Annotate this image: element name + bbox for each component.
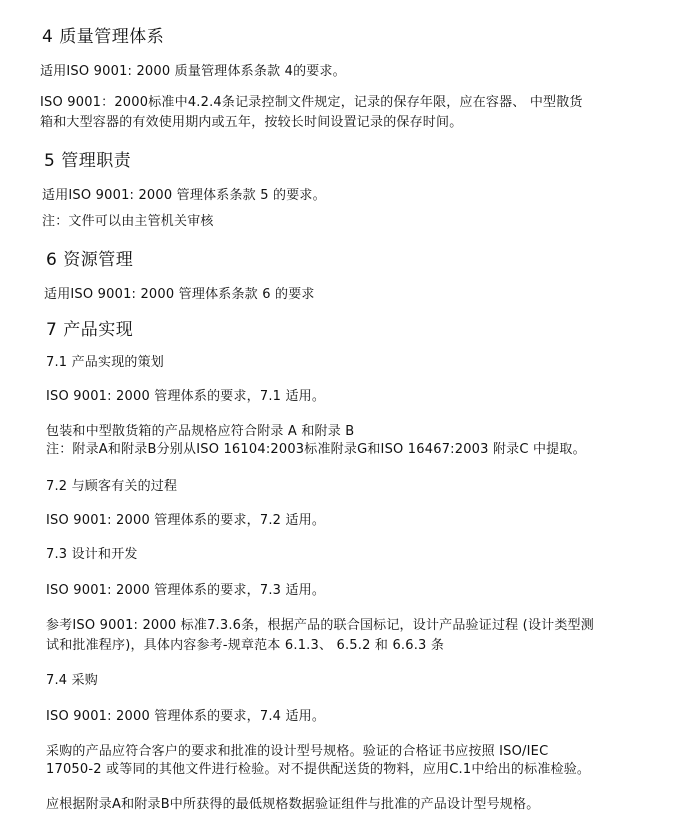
section-heading-4: 4 质量管理体系 [42,27,165,47]
section-heading-6: 6 资源管理 [46,250,134,270]
paragraph-line: 包装和中型散货箱的产品规格应符合附录 A 和附录 B [46,424,355,439]
note-line: 注：附录A和附录B分别从ISO 16104:2003标准附录G和ISO 16467:2003 附录C 中提取。 [46,442,586,457]
subsection-title-7-2: 7.2 与顾客有关的过程 [46,479,178,494]
subsection-title-7-1: 7.1 产品实现的策划 [46,355,165,370]
paragraph-line: 适用ISO 9001: 2000 质量管理体系条款 4的要求。 [40,64,346,79]
note-line: 注：文件可以由主管机关审核 [42,214,214,229]
paragraph-line: ISO 9001：2000标准中4.2.4条记录控制文件规定，记录的保存年限，应在容器、 中型散货 [40,95,583,110]
paragraph-line: ISO 9001: 2000 管理体系的要求，7.1 适用。 [46,389,326,404]
paragraph-line: ISO 9001: 2000 管理体系的要求，7.4 适用。 [46,709,326,724]
paragraph-line: 应根据附录A和附录B中所获得的最低规格数据验证组件与批准的产品设计型号规格。 [46,797,540,812]
paragraph-line: 适用ISO 9001: 2000 管理体系条款 6 的要求 [44,287,315,302]
subsection-title-7-3: 7.3 设计和开发 [46,547,138,562]
paragraph-line: 适用ISO 9001: 2000 管理体系条款 5 的要求。 [42,188,326,203]
section-heading-7: 7 产品实现 [46,320,134,340]
paragraph-line: ISO 9001: 2000 管理体系的要求，7.2 适用。 [46,513,326,528]
paragraph-line: 17050-2 或等同的其他文件进行检验。对不提供配送货的物料，应用C.1中给出的标准检验。 [46,762,591,777]
section-heading-5: 5 管理职责 [44,151,132,171]
paragraph-line: 采购的产品应符合客户的要求和批准的设计型号规格。验证的合格证书应按照 ISO/IEC [46,744,549,759]
paragraph-line: 参考ISO 9001: 2000 标准7.3.6条，根据产品的联合国标记，设计产品验证过程 (设计类型测 [46,618,594,633]
paragraph-line: ISO 9001: 2000 管理体系的要求，7.3 适用。 [46,583,326,598]
subsection-title-7-4: 7.4 采购 [46,673,99,688]
paragraph-line: 试和批准程序)，具体内容参考-规章范本 6.1.3、 6.5.2 和 6.6.3 条 [46,638,445,653]
paragraph-line: 箱和大型容器的有效使用期内或五年，按较长时间设置记录的保存时间。 [40,115,463,130]
